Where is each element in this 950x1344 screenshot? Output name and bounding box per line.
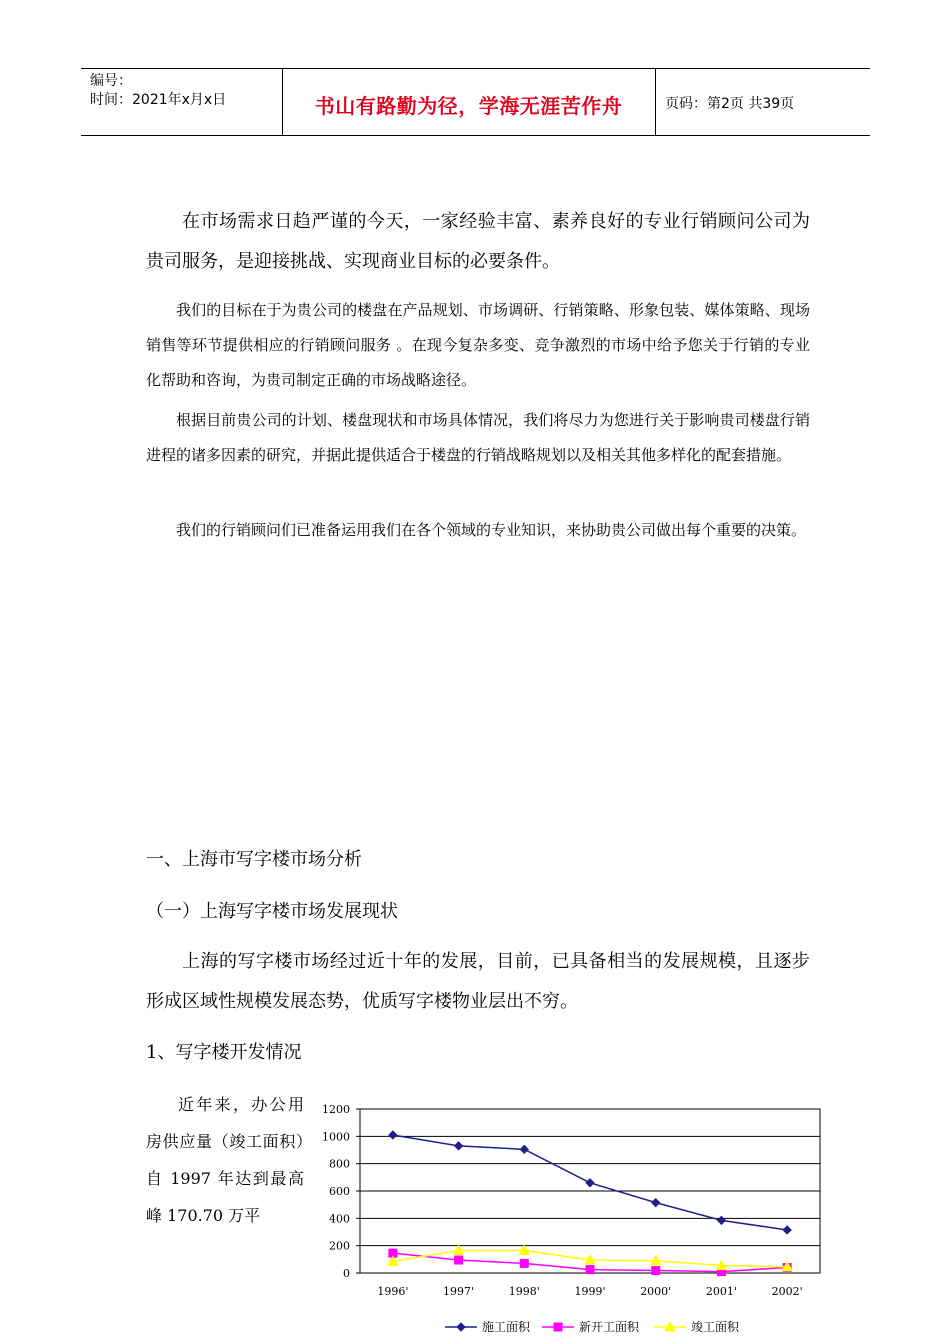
data-point-series-2 bbox=[652, 1267, 660, 1275]
chart-side-text: 近年来，办公用房供应量（竣工面积）自 1997 年达到最高峰 170.70 万平 bbox=[146, 1095, 304, 1225]
y-tick-label: 0 bbox=[343, 1267, 350, 1280]
x-tick-label: 1996' bbox=[377, 1285, 409, 1298]
section-title: 一、上海市写字楼市场分析 bbox=[146, 849, 362, 870]
document-time-label: 时间：2021年x月x日 bbox=[90, 92, 227, 108]
section-body-paragraph: 上海的写字楼市场经过近十年的发展，目前，已具备相当的发展规模，且逐步形成区域性规模发展态势，优质写字楼物业层出不穷。 bbox=[146, 951, 810, 1012]
x-tick-label: 2000' bbox=[640, 1285, 672, 1298]
x-tick-label: 2002' bbox=[771, 1285, 803, 1298]
x-tick-label: 1999' bbox=[574, 1285, 606, 1298]
page-number-label: 页码：第2页 共39页 bbox=[665, 96, 795, 112]
header-motto: 书山有路勤为径，学海无涯苦作舟 bbox=[314, 94, 623, 118]
y-tick-label: 600 bbox=[329, 1185, 350, 1198]
construction-area-line-chart bbox=[310, 1095, 870, 1344]
legend-label-1: 施工面积 bbox=[482, 1320, 531, 1334]
y-tick-label: 1000 bbox=[322, 1130, 350, 1144]
intro-paragraph-2: 根据目前贵公司的计划、楼盘现状和市场具体情况，我们将尽力为您进行关于影响贵司楼盘行销进程的诸多因素的研究，并据此提供适合于楼盘的行销战略规划以及相关其他多样化的配套措施。 bbox=[146, 411, 810, 464]
header-top-rule bbox=[81, 68, 870, 69]
document-number-label: 编号： bbox=[90, 73, 132, 89]
section-subtitle: （一）上海写字楼市场发展现状 bbox=[146, 901, 398, 922]
intro-paragraph-1: 我们的目标在于为贵公司的楼盘在产品规划、市场调研、行销策略、形象包装、媒体策略、现场销售等环节提供相应的行销顾问服务 。在现今复杂多变、竞争激烈的市场中给予您关于行销的专业化帮助和咨询，为贵司制定正确的市场战略途径。 bbox=[146, 301, 810, 389]
y-tick-label: 200 bbox=[329, 1239, 350, 1253]
item-title: 1、写字楼开发情况 bbox=[146, 1042, 302, 1063]
legend-marker-1 bbox=[457, 1323, 465, 1331]
y-tick-label: 400 bbox=[329, 1212, 350, 1226]
legend-marker-2 bbox=[554, 1323, 562, 1331]
data-point-series-2 bbox=[520, 1259, 528, 1267]
x-tick-label: 1997' bbox=[443, 1285, 475, 1298]
header-divider-right bbox=[655, 68, 656, 136]
legend-label-3: 竣工面积 bbox=[691, 1320, 740, 1334]
intro-paragraph-3: 我们的行销顾问们已准备运用我们在各个领域的专业知识，来协助贵公司做出每个重要的决策。 bbox=[176, 521, 807, 539]
data-point-series-2 bbox=[455, 1256, 463, 1264]
intro-lead-paragraph: 在市场需求日趋严谨的今天，一家经验丰富、素养良好的专业行销顾问公司为贵司服务，是迎接挑战、实现商业目标的必要条件。 bbox=[146, 211, 810, 272]
legend-label-2: 新开工面积 bbox=[579, 1320, 640, 1334]
header-bottom-rule bbox=[81, 135, 870, 136]
x-tick-label: 2001' bbox=[705, 1285, 737, 1298]
x-tick-label: 1998' bbox=[508, 1285, 540, 1298]
data-point-series-2 bbox=[586, 1266, 594, 1274]
y-tick-label: 1200 bbox=[322, 1103, 350, 1116]
y-tick-label: 800 bbox=[329, 1157, 350, 1171]
